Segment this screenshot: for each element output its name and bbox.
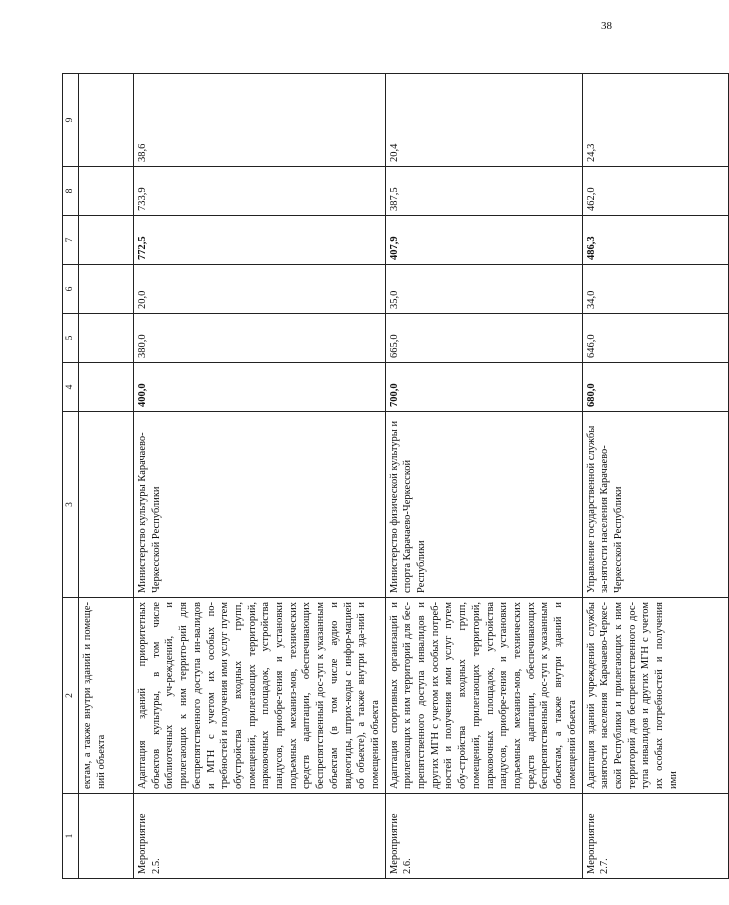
measures-table [62, 73, 729, 879]
column-number: 9 [63, 74, 79, 167]
column-number: 2 [63, 598, 79, 794]
column-number-row [63, 74, 79, 879]
column-number: 1 [63, 794, 79, 879]
value-col7: 407,9 [385, 216, 582, 265]
column-number: 3 [63, 412, 79, 598]
value-col5: 665,0 [385, 314, 582, 363]
table-row [582, 74, 728, 879]
value-col9: 38,6 [134, 74, 386, 167]
continuation-description: ектам, а также внутри зданий и помеще-ний объекта [79, 598, 134, 794]
cell-empty [79, 216, 134, 265]
value-col4: 680,0 [582, 363, 728, 412]
value-col6: 35,0 [385, 265, 582, 314]
value-col4: 400,0 [134, 363, 386, 412]
rotated-table-wrapper [62, 74, 679, 879]
column-number: 5 [63, 314, 79, 363]
value-col9: 24,3 [582, 74, 728, 167]
event-description: Адаптация зданий приоритетных объектов культуры, в том числе библиотечных уч-реждений, и прилегающих к ним террито-рий для беспрепятственного доступа ин-валидов и МГН с учетом их особых по-требностей и получения ими услуг путем обустройства входных групп, помещений, прилегающих территорий, парковочных площадок, устройства пандусов, приобре-тения и установки подъемных механиз-мов, технических средств адаптации, обеспечивающих беспрепятственный дос-туп к указанным объектам (в том числе аудио и видеогиды, штрих-коды с инфор-мацией об объекте), а также внутри зда-ний и помещений объекта [134, 598, 386, 794]
event-description: Адаптация спортивных организаций и прилегающих к ним территорий для бес-препятственного доступа инвалидов и других МГН с учетом их особых потреб-ностей и получения ими услуг путем обу-стройства входных групп, помещений, прилегающих территорий, парковочных площадок, устройства пандусов, приобре-тения и установки подъемных механиз-мов, технических средств адаптации, обеспечивающих беспрепятственный дос-туп к указанным объектам, а также внутри зданий и помещений объекта [385, 598, 582, 794]
event-executor: Министерство культуры Карачаево-Черкесской Республики [134, 412, 386, 598]
value-col8: 387,5 [385, 167, 582, 216]
value-col5: 380,0 [134, 314, 386, 363]
value-col4: 700,0 [385, 363, 582, 412]
event-description: Адаптация зданий учреждений службы занятости населения Карачаево-Черкес-ской Республики и прилегающих к ним территорий для беспрепятственного дос-тупа инвалидов и других МГН с учетом их особых потребностей и получения ими [582, 598, 728, 794]
cell-empty [79, 363, 134, 412]
event-number: Мероприятие 2.5. [134, 794, 386, 879]
value-col7: 486,3 [582, 216, 728, 265]
column-number: 7 [63, 216, 79, 265]
value-col8: 462,0 [582, 167, 728, 216]
event-executor: Министерство физической культуры и спорта Карачаево-Черкесской Республики [385, 412, 582, 598]
value-col6: 20,0 [134, 265, 386, 314]
cell-empty [79, 794, 134, 879]
event-number: Мероприятие 2.6. [385, 794, 582, 879]
column-number: 4 [63, 363, 79, 412]
value-col5: 646,0 [582, 314, 728, 363]
value-col8: 733,9 [134, 167, 386, 216]
column-number: 6 [63, 265, 79, 314]
event-number: Мероприятие 2.7. [582, 794, 728, 879]
column-number: 8 [63, 167, 79, 216]
value-col6: 34,0 [582, 265, 728, 314]
cell-empty [79, 412, 134, 598]
table-row [385, 74, 582, 879]
value-col7: 772,5 [134, 216, 386, 265]
page-number: 38 [601, 20, 612, 32]
table-row [134, 74, 386, 879]
cell-empty [79, 265, 134, 314]
value-col9: 20,4 [385, 74, 582, 167]
cell-empty [79, 167, 134, 216]
cell-empty [79, 314, 134, 363]
cell-empty [79, 74, 134, 167]
continuation-row [79, 74, 134, 879]
event-executor: Управление государственной службы за-нятости населения Карачаево-Черкесской Республики [582, 412, 728, 598]
